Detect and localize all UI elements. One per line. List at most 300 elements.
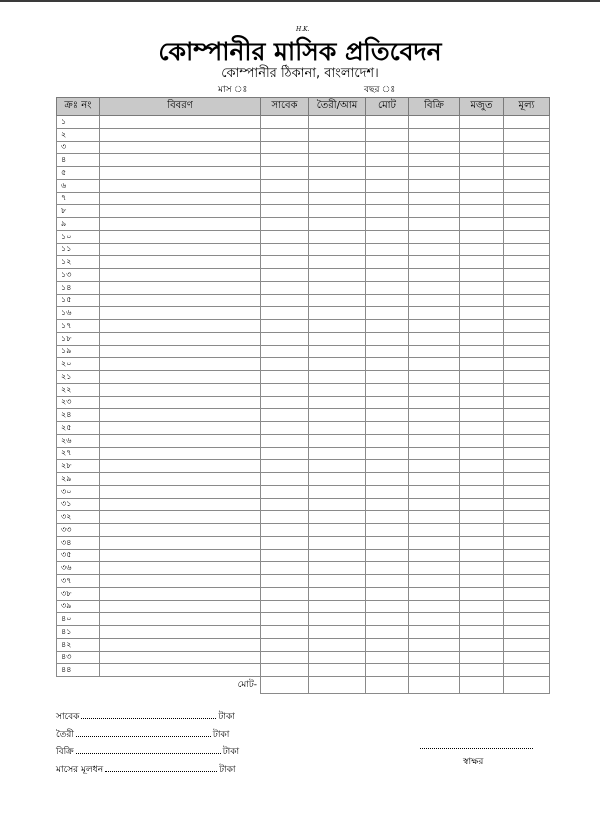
entry-cell[interactable] bbox=[100, 154, 261, 167]
entry-cell[interactable] bbox=[100, 473, 261, 486]
entry-cell[interactable] bbox=[366, 473, 409, 486]
entry-cell[interactable] bbox=[309, 422, 366, 435]
entry-cell[interactable] bbox=[366, 167, 409, 180]
entry-cell[interactable] bbox=[504, 473, 550, 486]
entry-cell[interactable] bbox=[460, 613, 504, 626]
entry-cell[interactable] bbox=[309, 243, 366, 256]
entry-cell[interactable] bbox=[409, 460, 460, 473]
entry-cell[interactable] bbox=[309, 192, 366, 205]
entry-cell[interactable] bbox=[366, 396, 409, 409]
entry-cell[interactable] bbox=[460, 422, 504, 435]
entry-cell[interactable] bbox=[366, 116, 409, 129]
entry-cell[interactable] bbox=[409, 600, 460, 613]
entry-cell[interactable] bbox=[261, 345, 309, 358]
entry-cell[interactable] bbox=[261, 626, 309, 639]
entry-cell[interactable] bbox=[261, 269, 309, 282]
entry-cell[interactable] bbox=[504, 664, 550, 677]
entry-cell[interactable] bbox=[100, 128, 261, 141]
entry-cell[interactable] bbox=[309, 396, 366, 409]
entry-cell[interactable] bbox=[366, 205, 409, 218]
entry-cell[interactable] bbox=[309, 434, 366, 447]
entry-cell[interactable] bbox=[100, 371, 261, 384]
entry-cell[interactable] bbox=[409, 116, 460, 129]
entry-cell[interactable] bbox=[409, 167, 460, 180]
entry-cell[interactable] bbox=[261, 205, 309, 218]
entry-cell[interactable] bbox=[409, 562, 460, 575]
entry-cell[interactable] bbox=[409, 613, 460, 626]
entry-cell[interactable] bbox=[409, 205, 460, 218]
entry-cell[interactable] bbox=[460, 651, 504, 664]
entry-cell[interactable] bbox=[409, 269, 460, 282]
entry-cell[interactable] bbox=[460, 294, 504, 307]
entry-cell[interactable] bbox=[460, 434, 504, 447]
entry-cell[interactable] bbox=[504, 638, 550, 651]
entry-cell[interactable] bbox=[366, 179, 409, 192]
entry-cell[interactable] bbox=[366, 460, 409, 473]
entry-cell[interactable] bbox=[309, 141, 366, 154]
entry-cell[interactable] bbox=[261, 562, 309, 575]
entry-cell[interactable] bbox=[366, 371, 409, 384]
entry-cell[interactable] bbox=[366, 294, 409, 307]
entry-cell[interactable] bbox=[504, 205, 550, 218]
entry-cell[interactable] bbox=[460, 524, 504, 537]
entry-cell[interactable] bbox=[261, 218, 309, 231]
entry-cell[interactable] bbox=[100, 192, 261, 205]
entry-cell[interactable] bbox=[460, 473, 504, 486]
entry-cell[interactable] bbox=[100, 345, 261, 358]
entry-cell[interactable] bbox=[309, 371, 366, 384]
entry-cell[interactable] bbox=[261, 485, 309, 498]
entry-cell[interactable] bbox=[309, 473, 366, 486]
entry-cell[interactable] bbox=[460, 320, 504, 333]
entry-cell[interactable] bbox=[261, 536, 309, 549]
entry-cell[interactable] bbox=[261, 320, 309, 333]
entry-cell[interactable] bbox=[261, 116, 309, 129]
entry-cell[interactable] bbox=[366, 575, 409, 588]
entry-cell[interactable] bbox=[261, 167, 309, 180]
entry-cell[interactable] bbox=[504, 485, 550, 498]
entry-cell[interactable] bbox=[460, 345, 504, 358]
entry-cell[interactable] bbox=[460, 396, 504, 409]
entry-cell[interactable] bbox=[261, 638, 309, 651]
entry-cell[interactable] bbox=[261, 179, 309, 192]
entry-cell[interactable] bbox=[261, 651, 309, 664]
total-cell[interactable] bbox=[409, 677, 460, 694]
entry-cell[interactable] bbox=[261, 511, 309, 524]
entry-cell[interactable] bbox=[309, 651, 366, 664]
entry-cell[interactable] bbox=[460, 307, 504, 320]
entry-cell[interactable] bbox=[100, 358, 261, 371]
entry-cell[interactable] bbox=[309, 320, 366, 333]
entry-cell[interactable] bbox=[366, 422, 409, 435]
entry-cell[interactable] bbox=[504, 167, 550, 180]
entry-cell[interactable] bbox=[261, 422, 309, 435]
entry-cell[interactable] bbox=[100, 307, 261, 320]
entry-cell[interactable] bbox=[261, 409, 309, 422]
entry-cell[interactable] bbox=[504, 409, 550, 422]
entry-cell[interactable] bbox=[100, 332, 261, 345]
total-cell[interactable] bbox=[309, 677, 366, 694]
entry-cell[interactable] bbox=[100, 167, 261, 180]
entry-cell[interactable] bbox=[100, 587, 261, 600]
entry-cell[interactable] bbox=[309, 447, 366, 460]
entry-cell[interactable] bbox=[409, 371, 460, 384]
entry-cell[interactable] bbox=[366, 549, 409, 562]
entry-cell[interactable] bbox=[504, 358, 550, 371]
entry-cell[interactable] bbox=[366, 218, 409, 231]
entry-cell[interactable] bbox=[504, 192, 550, 205]
entry-cell[interactable] bbox=[309, 485, 366, 498]
entry-cell[interactable] bbox=[409, 409, 460, 422]
entry-cell[interactable] bbox=[261, 524, 309, 537]
entry-cell[interactable] bbox=[409, 575, 460, 588]
total-cell[interactable] bbox=[366, 677, 409, 694]
entry-cell[interactable] bbox=[261, 332, 309, 345]
entry-cell[interactable] bbox=[100, 294, 261, 307]
entry-cell[interactable] bbox=[261, 371, 309, 384]
entry-cell[interactable] bbox=[261, 664, 309, 677]
entry-cell[interactable] bbox=[460, 269, 504, 282]
entry-cell[interactable] bbox=[504, 371, 550, 384]
entry-cell[interactable] bbox=[309, 600, 366, 613]
entry-cell[interactable] bbox=[100, 549, 261, 562]
entry-cell[interactable] bbox=[409, 473, 460, 486]
entry-cell[interactable] bbox=[366, 600, 409, 613]
entry-cell[interactable] bbox=[460, 664, 504, 677]
entry-cell[interactable] bbox=[100, 664, 261, 677]
total-cell[interactable] bbox=[460, 677, 504, 694]
entry-cell[interactable] bbox=[261, 434, 309, 447]
amount-fill-line[interactable] bbox=[81, 710, 216, 719]
entry-cell[interactable] bbox=[460, 192, 504, 205]
entry-cell[interactable] bbox=[409, 524, 460, 537]
entry-cell[interactable] bbox=[504, 383, 550, 396]
entry-cell[interactable] bbox=[100, 613, 261, 626]
entry-cell[interactable] bbox=[504, 536, 550, 549]
entry-cell[interactable] bbox=[409, 498, 460, 511]
entry-cell[interactable] bbox=[309, 664, 366, 677]
entry-cell[interactable] bbox=[366, 141, 409, 154]
entry-cell[interactable] bbox=[100, 447, 261, 460]
entry-cell[interactable] bbox=[460, 498, 504, 511]
entry-cell[interactable] bbox=[460, 167, 504, 180]
entry-cell[interactable] bbox=[409, 192, 460, 205]
entry-cell[interactable] bbox=[409, 358, 460, 371]
entry-cell[interactable] bbox=[309, 613, 366, 626]
entry-cell[interactable] bbox=[366, 664, 409, 677]
entry-cell[interactable] bbox=[409, 294, 460, 307]
entry-cell[interactable] bbox=[261, 498, 309, 511]
entry-cell[interactable] bbox=[460, 179, 504, 192]
entry-cell[interactable] bbox=[460, 460, 504, 473]
entry-cell[interactable] bbox=[309, 230, 366, 243]
amount-fill-line[interactable] bbox=[76, 745, 221, 754]
entry-cell[interactable] bbox=[100, 218, 261, 231]
total-cell[interactable] bbox=[504, 677, 550, 694]
entry-cell[interactable] bbox=[460, 626, 504, 639]
entry-cell[interactable] bbox=[366, 587, 409, 600]
total-cell[interactable] bbox=[261, 677, 309, 694]
entry-cell[interactable] bbox=[100, 422, 261, 435]
entry-cell[interactable] bbox=[261, 587, 309, 600]
entry-cell[interactable] bbox=[504, 269, 550, 282]
entry-cell[interactable] bbox=[261, 396, 309, 409]
entry-cell[interactable] bbox=[504, 511, 550, 524]
entry-cell[interactable] bbox=[261, 460, 309, 473]
entry-cell[interactable] bbox=[504, 154, 550, 167]
entry-cell[interactable] bbox=[504, 587, 550, 600]
entry-cell[interactable] bbox=[309, 154, 366, 167]
entry-cell[interactable] bbox=[309, 511, 366, 524]
entry-cell[interactable] bbox=[261, 192, 309, 205]
entry-cell[interactable] bbox=[100, 205, 261, 218]
entry-cell[interactable] bbox=[309, 167, 366, 180]
entry-cell[interactable] bbox=[100, 396, 261, 409]
entry-cell[interactable] bbox=[366, 447, 409, 460]
entry-cell[interactable] bbox=[366, 498, 409, 511]
entry-cell[interactable] bbox=[309, 179, 366, 192]
entry-cell[interactable] bbox=[409, 536, 460, 549]
entry-cell[interactable] bbox=[504, 422, 550, 435]
entry-cell[interactable] bbox=[261, 358, 309, 371]
entry-cell[interactable] bbox=[460, 371, 504, 384]
entry-cell[interactable] bbox=[409, 664, 460, 677]
entry-cell[interactable] bbox=[460, 332, 504, 345]
entry-cell[interactable] bbox=[366, 243, 409, 256]
entry-cell[interactable] bbox=[309, 281, 366, 294]
entry-cell[interactable] bbox=[100, 116, 261, 129]
entry-cell[interactable] bbox=[100, 230, 261, 243]
entry-cell[interactable] bbox=[409, 332, 460, 345]
entry-cell[interactable] bbox=[366, 230, 409, 243]
entry-cell[interactable] bbox=[460, 141, 504, 154]
entry-cell[interactable] bbox=[460, 409, 504, 422]
entry-cell[interactable] bbox=[366, 651, 409, 664]
entry-cell[interactable] bbox=[409, 549, 460, 562]
entry-cell[interactable] bbox=[460, 358, 504, 371]
entry-cell[interactable] bbox=[309, 524, 366, 537]
entry-cell[interactable] bbox=[100, 243, 261, 256]
entry-cell[interactable] bbox=[366, 511, 409, 524]
entry-cell[interactable] bbox=[309, 460, 366, 473]
entry-cell[interactable] bbox=[409, 422, 460, 435]
entry-cell[interactable] bbox=[504, 243, 550, 256]
entry-cell[interactable] bbox=[261, 549, 309, 562]
entry-cell[interactable] bbox=[366, 307, 409, 320]
entry-cell[interactable] bbox=[409, 281, 460, 294]
entry-cell[interactable] bbox=[100, 651, 261, 664]
entry-cell[interactable] bbox=[366, 626, 409, 639]
entry-cell[interactable] bbox=[309, 256, 366, 269]
entry-cell[interactable] bbox=[366, 524, 409, 537]
entry-cell[interactable] bbox=[460, 128, 504, 141]
entry-cell[interactable] bbox=[504, 651, 550, 664]
entry-cell[interactable] bbox=[100, 269, 261, 282]
entry-cell[interactable] bbox=[309, 332, 366, 345]
entry-cell[interactable] bbox=[309, 128, 366, 141]
entry-cell[interactable] bbox=[409, 128, 460, 141]
entry-cell[interactable] bbox=[366, 536, 409, 549]
entry-cell[interactable] bbox=[100, 256, 261, 269]
entry-cell[interactable] bbox=[261, 575, 309, 588]
entry-cell[interactable] bbox=[261, 141, 309, 154]
entry-cell[interactable] bbox=[460, 383, 504, 396]
entry-cell[interactable] bbox=[261, 154, 309, 167]
entry-cell[interactable] bbox=[504, 141, 550, 154]
entry-cell[interactable] bbox=[100, 281, 261, 294]
entry-cell[interactable] bbox=[366, 192, 409, 205]
entry-cell[interactable] bbox=[100, 524, 261, 537]
entry-cell[interactable] bbox=[504, 447, 550, 460]
entry-cell[interactable] bbox=[409, 587, 460, 600]
entry-cell[interactable] bbox=[504, 116, 550, 129]
entry-cell[interactable] bbox=[366, 332, 409, 345]
entry-cell[interactable] bbox=[261, 383, 309, 396]
entry-cell[interactable] bbox=[460, 549, 504, 562]
entry-cell[interactable] bbox=[309, 409, 366, 422]
entry-cell[interactable] bbox=[100, 179, 261, 192]
entry-cell[interactable] bbox=[504, 345, 550, 358]
entry-cell[interactable] bbox=[504, 600, 550, 613]
entry-cell[interactable] bbox=[409, 179, 460, 192]
entry-cell[interactable] bbox=[366, 320, 409, 333]
entry-cell[interactable] bbox=[309, 383, 366, 396]
entry-cell[interactable] bbox=[309, 549, 366, 562]
entry-cell[interactable] bbox=[100, 536, 261, 549]
entry-cell[interactable] bbox=[366, 434, 409, 447]
entry-cell[interactable] bbox=[366, 128, 409, 141]
entry-cell[interactable] bbox=[309, 498, 366, 511]
entry-cell[interactable] bbox=[261, 256, 309, 269]
entry-cell[interactable] bbox=[409, 485, 460, 498]
entry-cell[interactable] bbox=[309, 626, 366, 639]
entry-cell[interactable] bbox=[460, 205, 504, 218]
entry-cell[interactable] bbox=[460, 562, 504, 575]
entry-cell[interactable] bbox=[504, 613, 550, 626]
entry-cell[interactable] bbox=[460, 218, 504, 231]
entry-cell[interactable] bbox=[309, 218, 366, 231]
entry-cell[interactable] bbox=[309, 358, 366, 371]
entry-cell[interactable] bbox=[409, 345, 460, 358]
entry-cell[interactable] bbox=[504, 230, 550, 243]
entry-cell[interactable] bbox=[409, 651, 460, 664]
entry-cell[interactable] bbox=[504, 307, 550, 320]
entry-cell[interactable] bbox=[409, 434, 460, 447]
entry-cell[interactable] bbox=[504, 575, 550, 588]
entry-cell[interactable] bbox=[460, 243, 504, 256]
entry-cell[interactable] bbox=[460, 281, 504, 294]
entry-cell[interactable] bbox=[409, 638, 460, 651]
entry-cell[interactable] bbox=[366, 409, 409, 422]
entry-cell[interactable] bbox=[460, 638, 504, 651]
entry-cell[interactable] bbox=[460, 485, 504, 498]
entry-cell[interactable] bbox=[504, 434, 550, 447]
entry-cell[interactable] bbox=[504, 256, 550, 269]
entry-cell[interactable] bbox=[366, 383, 409, 396]
entry-cell[interactable] bbox=[261, 243, 309, 256]
entry-cell[interactable] bbox=[504, 128, 550, 141]
entry-cell[interactable] bbox=[366, 345, 409, 358]
entry-cell[interactable] bbox=[460, 575, 504, 588]
entry-cell[interactable] bbox=[366, 281, 409, 294]
entry-cell[interactable] bbox=[409, 230, 460, 243]
entry-cell[interactable] bbox=[100, 409, 261, 422]
entry-cell[interactable] bbox=[261, 473, 309, 486]
entry-cell[interactable] bbox=[100, 485, 261, 498]
entry-cell[interactable] bbox=[366, 358, 409, 371]
entry-cell[interactable] bbox=[409, 320, 460, 333]
entry-cell[interactable] bbox=[309, 575, 366, 588]
entry-cell[interactable] bbox=[309, 562, 366, 575]
entry-cell[interactable] bbox=[100, 383, 261, 396]
entry-cell[interactable] bbox=[100, 600, 261, 613]
entry-cell[interactable] bbox=[409, 511, 460, 524]
entry-cell[interactable] bbox=[309, 205, 366, 218]
entry-cell[interactable] bbox=[261, 600, 309, 613]
entry-cell[interactable] bbox=[100, 320, 261, 333]
entry-cell[interactable] bbox=[504, 179, 550, 192]
entry-cell[interactable] bbox=[100, 141, 261, 154]
entry-cell[interactable] bbox=[309, 345, 366, 358]
entry-cell[interactable] bbox=[309, 587, 366, 600]
entry-cell[interactable] bbox=[409, 396, 460, 409]
entry-cell[interactable] bbox=[309, 536, 366, 549]
entry-cell[interactable] bbox=[460, 116, 504, 129]
entry-cell[interactable] bbox=[460, 511, 504, 524]
entry-cell[interactable] bbox=[409, 447, 460, 460]
entry-cell[interactable] bbox=[261, 613, 309, 626]
entry-cell[interactable] bbox=[261, 281, 309, 294]
entry-cell[interactable] bbox=[261, 230, 309, 243]
entry-cell[interactable] bbox=[504, 218, 550, 231]
amount-fill-line[interactable] bbox=[76, 728, 211, 737]
entry-cell[interactable] bbox=[309, 116, 366, 129]
amount-fill-line[interactable] bbox=[105, 763, 217, 772]
entry-cell[interactable] bbox=[100, 638, 261, 651]
entry-cell[interactable] bbox=[261, 294, 309, 307]
entry-cell[interactable] bbox=[460, 587, 504, 600]
entry-cell[interactable] bbox=[309, 269, 366, 282]
entry-cell[interactable] bbox=[100, 575, 261, 588]
entry-cell[interactable] bbox=[504, 549, 550, 562]
entry-cell[interactable] bbox=[504, 396, 550, 409]
entry-cell[interactable] bbox=[460, 230, 504, 243]
entry-cell[interactable] bbox=[409, 243, 460, 256]
entry-cell[interactable] bbox=[261, 128, 309, 141]
entry-cell[interactable] bbox=[409, 256, 460, 269]
entry-cell[interactable] bbox=[460, 447, 504, 460]
entry-cell[interactable] bbox=[366, 562, 409, 575]
entry-cell[interactable] bbox=[366, 485, 409, 498]
entry-cell[interactable] bbox=[504, 320, 550, 333]
entry-cell[interactable] bbox=[460, 536, 504, 549]
entry-cell[interactable] bbox=[409, 154, 460, 167]
entry-cell[interactable] bbox=[460, 154, 504, 167]
entry-cell[interactable] bbox=[100, 460, 261, 473]
entry-cell[interactable] bbox=[100, 434, 261, 447]
entry-cell[interactable] bbox=[504, 498, 550, 511]
entry-cell[interactable] bbox=[366, 154, 409, 167]
entry-cell[interactable] bbox=[261, 307, 309, 320]
entry-cell[interactable] bbox=[261, 447, 309, 460]
entry-cell[interactable] bbox=[460, 256, 504, 269]
entry-cell[interactable] bbox=[504, 332, 550, 345]
entry-cell[interactable] bbox=[309, 638, 366, 651]
entry-cell[interactable] bbox=[100, 511, 261, 524]
entry-cell[interactable] bbox=[409, 383, 460, 396]
entry-cell[interactable] bbox=[460, 600, 504, 613]
entry-cell[interactable] bbox=[366, 613, 409, 626]
